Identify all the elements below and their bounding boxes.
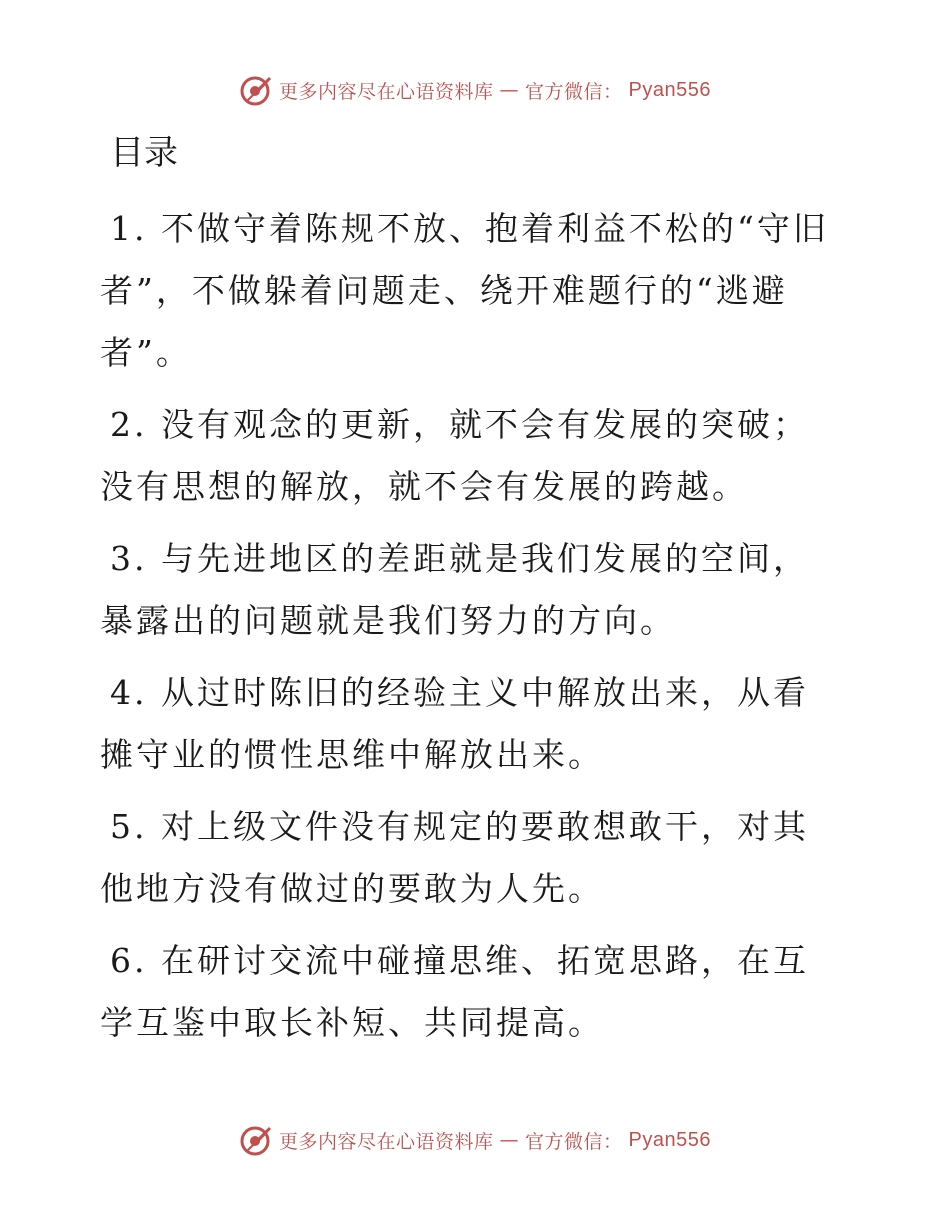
toc-title: 目录 bbox=[110, 133, 178, 173]
header-wechat-label: 官方微信： bbox=[525, 80, 623, 103]
toc-item: 5. 对上级文件没有规定的要敢想敢干，对其他地方没有做过的要敢为人先。 bbox=[100, 807, 809, 908]
header-brand-text: 更多内容尽在心语资料库 bbox=[279, 80, 494, 103]
toc-item: 4. 从过时陈旧的经验主义中解放出来，从看摊守业的惯性思维中解放出来。 bbox=[100, 673, 809, 774]
header-wechat-id: Pyan556 bbox=[628, 78, 711, 101]
toc-item: 6. 在研讨交流中碰撞思维、拓宽思路，在互学互鉴中取长补短、共同提高。 bbox=[100, 941, 809, 1042]
footer-watermark bbox=[0, 1120, 950, 1160]
quill-logo-icon bbox=[239, 73, 273, 107]
header-watermark bbox=[0, 70, 950, 110]
toc-item: 2. 没有观念的更新，就不会有发展的突破；没有思想的解放，就不会有发展的跨越。 bbox=[100, 405, 809, 506]
footer-wechat-id: Pyan556 bbox=[628, 1128, 711, 1151]
footer-separator: — bbox=[499, 1129, 520, 1151]
toc-item: 3. 与先进地区的差距就是我们发展的空间，暴露出的问题就是我们努力的方向。 bbox=[100, 539, 809, 640]
footer-brand-text: 更多内容尽在心语资料库 bbox=[279, 1130, 494, 1153]
footer-wechat-label: 官方微信： bbox=[525, 1130, 623, 1153]
toc-item: 1. 不做守着陈规不放、抱着利益不松的“守旧者”，不做躲着问题走、绕开难题行的“逃避者”。 bbox=[100, 209, 829, 372]
document-body bbox=[100, 120, 840, 1064]
quill-logo-icon bbox=[239, 1123, 273, 1157]
header-separator: — bbox=[499, 79, 520, 101]
